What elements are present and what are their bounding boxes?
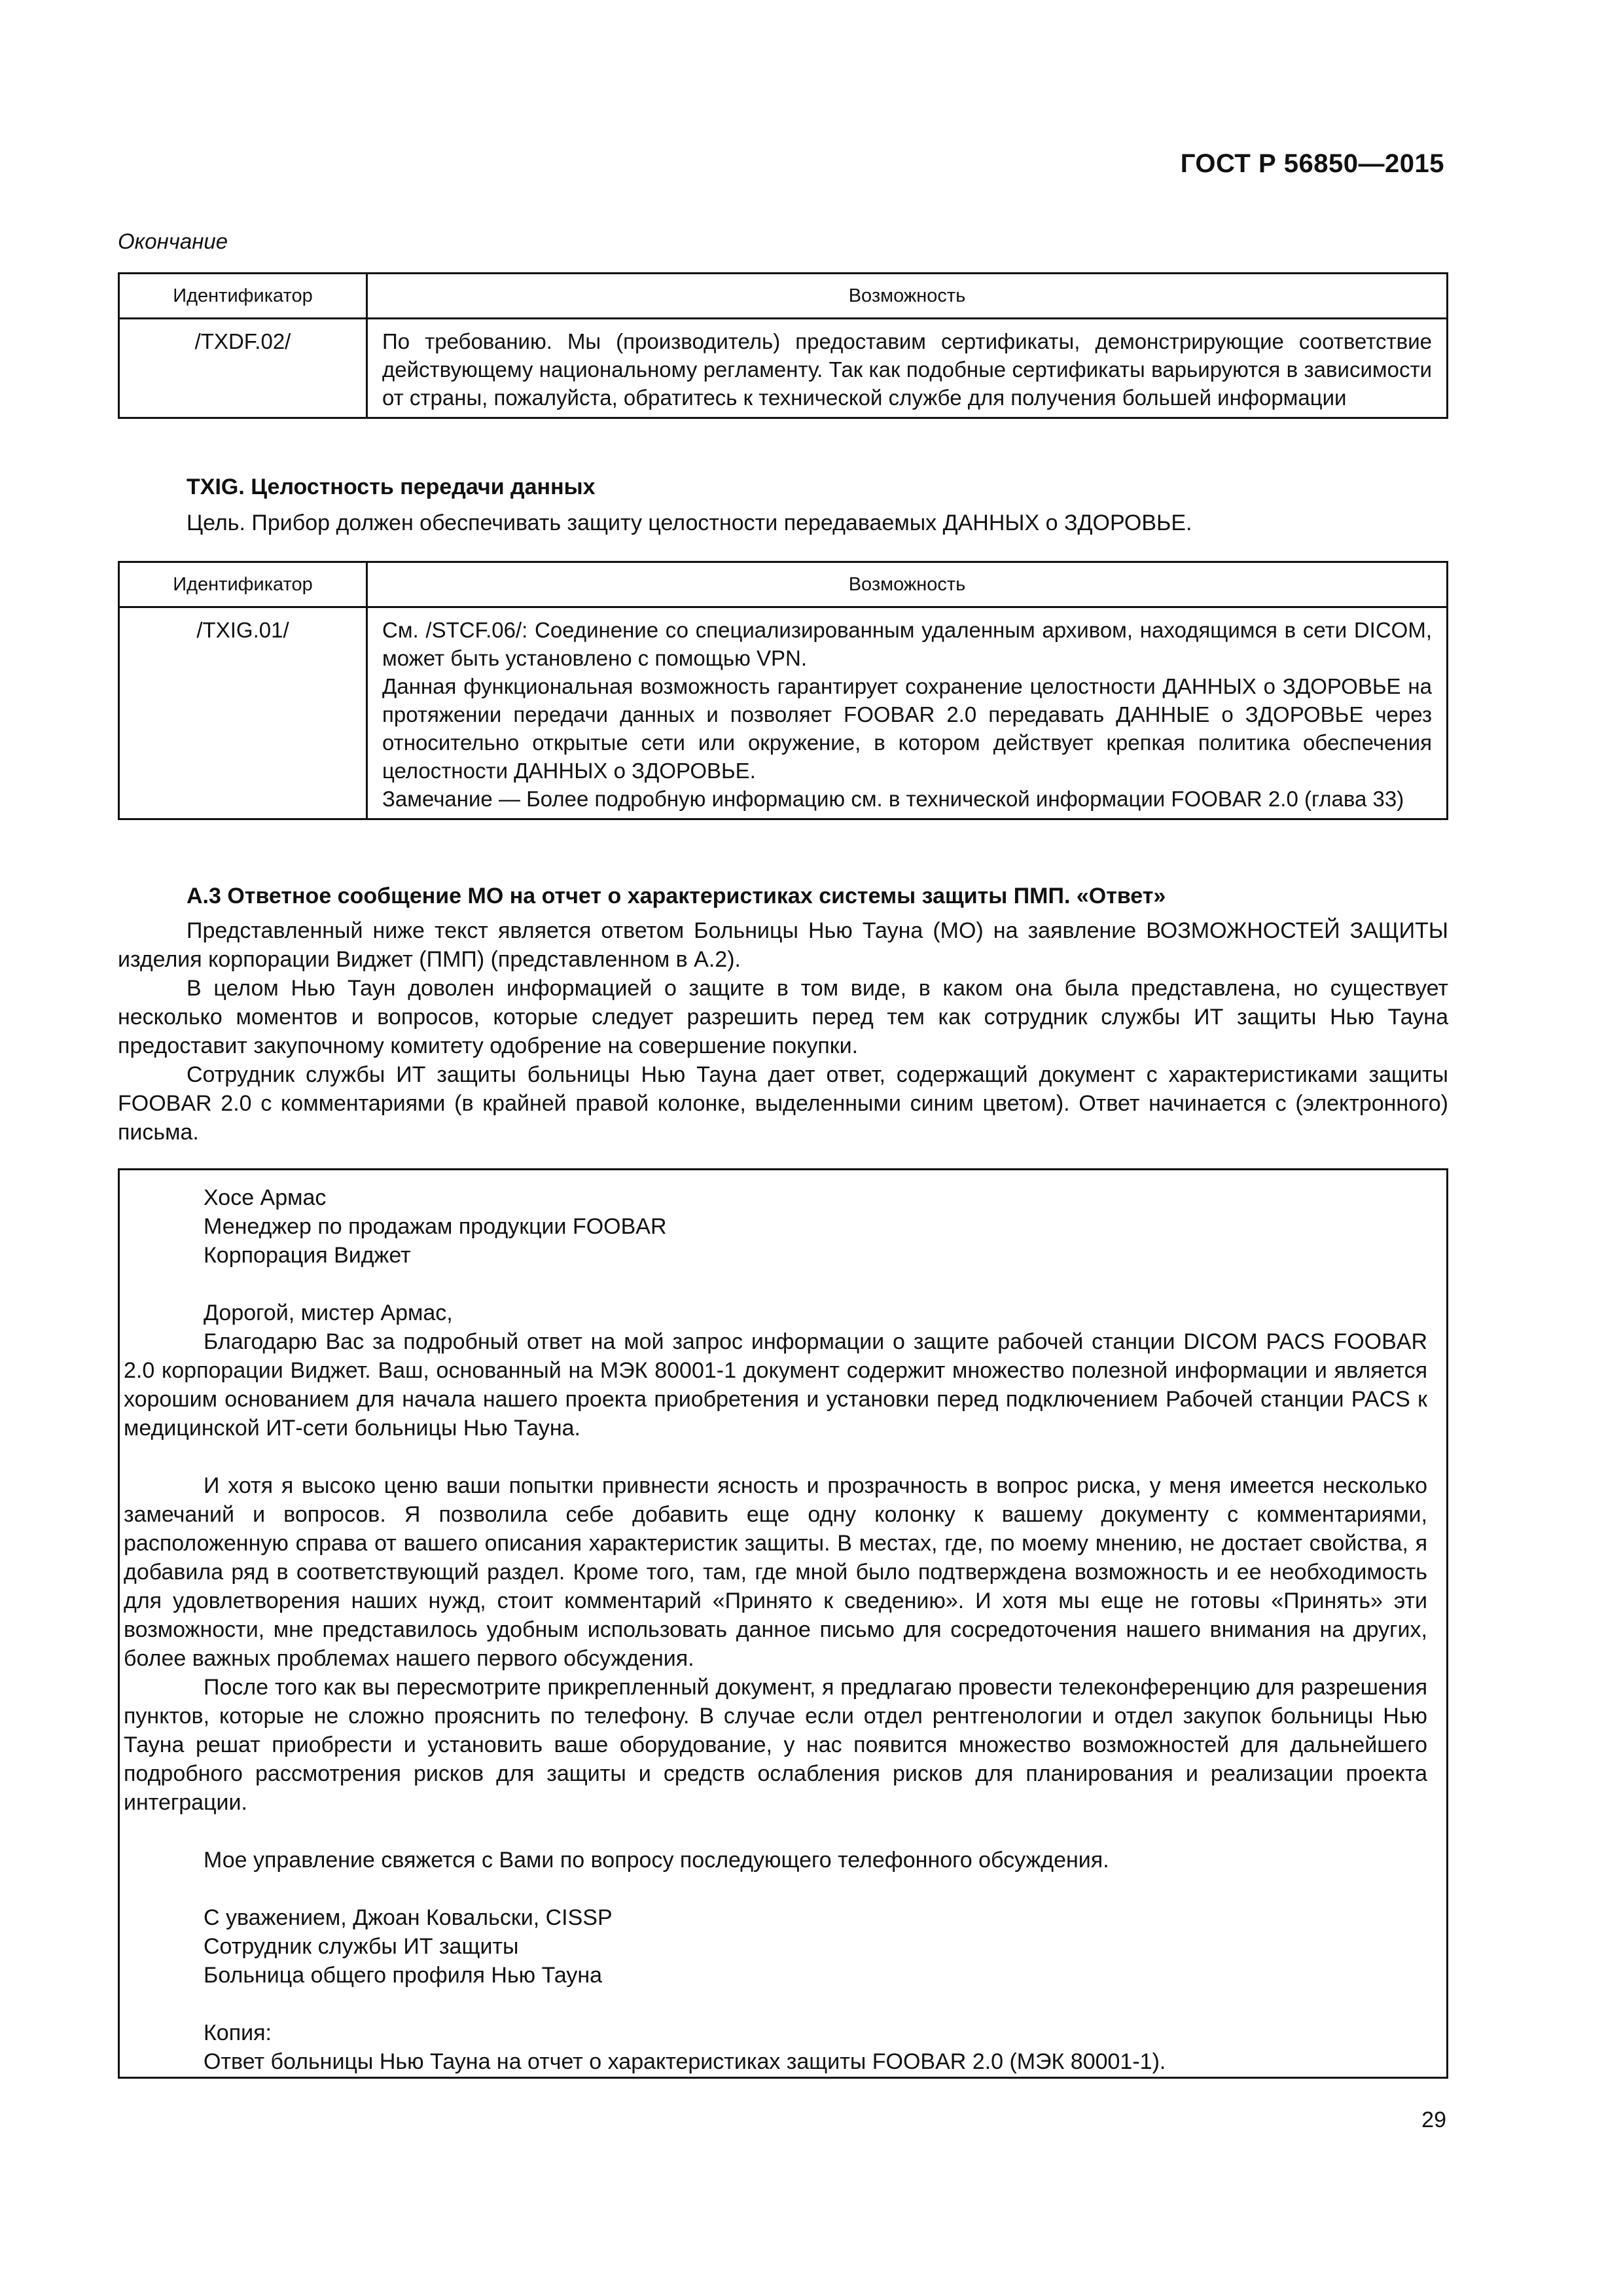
spacer xyxy=(120,1990,1427,2018)
letter-signature-position: Сотрудник службы ИТ защиты xyxy=(204,1934,519,1959)
letter-copy-label: Копия: xyxy=(204,2020,272,2045)
letter-signature-org: Больница общего профиля Нью Тауна xyxy=(204,1963,603,1988)
letter-box xyxy=(118,1168,1448,2079)
body-paragraph: Сотрудник службы ИТ защиты больницы Нью Тауна дает ответ, содержащий документ с характеристиками защиты FOOBAR 2.0 с комментариями (в крайней правой колонке, выделенными синим цветом). Ответ начинается с (электронного) письма. xyxy=(118,1062,1448,1145)
letter-signature-line: С уважением, Джоан Ковальски, CISSP xyxy=(204,1905,613,1930)
letter-copy-text: Ответ больницы Нью Тауна на отчет о характеристиках защиты FOOBAR 2.0 (МЭК 80001-1). xyxy=(204,2049,1166,2074)
spacer xyxy=(120,1443,1427,1471)
letter-greeting: Дорогой, мистер Армас, xyxy=(204,1300,453,1325)
table-header-row xyxy=(119,274,1448,319)
capability-paragraph: См. /STCF.06/: Соединение со специализированным удаленным архивом, находящимся в сети DICOM, может быть установлено с помощью VPN. xyxy=(382,618,1432,670)
row-capability-cell xyxy=(367,607,1448,819)
letter-content xyxy=(120,1183,1427,2076)
capability-table-txig xyxy=(118,561,1448,820)
spacer xyxy=(120,1874,1427,1903)
capability-note: Замечание — Более подробную информацию см. в технической информации FOOBAR 2.0 (глава 33) xyxy=(382,787,1404,811)
section-title-txig: TXIG. Целостность передачи данных xyxy=(187,475,596,499)
column-header-capability: Возможность xyxy=(367,274,1448,319)
body-paragraph: Представленный ниже текст является ответом Больницы Нью Тауна (МО) на заявление ВОЗМОЖНОСТЕЙ ЗАЩИТЫ изделия корпорации Виджет (ПМП) (представленном в А.2). xyxy=(118,918,1448,972)
column-header-capability: Возможность xyxy=(367,562,1448,607)
section-title-a3: А.3 Ответное сообщение МО на отчет о характеристиках системы защиты ПМП. «Ответ» xyxy=(187,884,1166,908)
spacer xyxy=(120,1817,1427,1846)
letter-paragraph: И хотя я высоко ценю ваши попытки привнести ясность и прозрачность в вопрос риска, у меня имеется несколько замечаний и вопросов. Я позволила себе добавить еще одну колонку к вашему документу с комментариями, расположенную справа от вашего описания характеристик защиты. В местах, где, по моему мнению, не достает свойства, я добавила ряд в соответствующий раздел. Кроме того, там, где мной было подтверждена возможность и ее необходимость для удовлетворения наших нужд, стоит комментарий «Принято к сведению». И хотя мы еще не готовы «Принять» эти возможности, мне представилось удобным использовать данное письмо для сосредоточения нашего внимания на других, более важных проблемах нашего первого обсуждения. xyxy=(124,1473,1427,1671)
row-capability-text: По требованию. Мы (производитель) предоставим сертификаты, демонстрирующие соответствие действующему национальному регламенту. Так как подобные сертификаты варьируются в зависимости от страны, пожалуйста, обратитесь к технической службе для получения большей информации xyxy=(367,319,1448,418)
letter-addressee-company: Корпорация Виджет xyxy=(204,1243,411,1268)
letter-addressee-name: Хосе Армас xyxy=(204,1185,327,1210)
table-row xyxy=(119,607,1448,819)
letter-paragraph: Благодарю Вас за подробный ответ на мой запрос информации о защите рабочей станции DICOM PACS FOOBAR 2.0 корпорации Виджет. Ваш, основанный на МЭК 80001-1 документ содержит множество полезной информации и является хорошим основанием для начала нашего проекта приобретения и установки перед подключением Рабочей станции PACS к медицинской ИТ-сети больницы Нью Тауна. xyxy=(124,1329,1427,1441)
table-header-row xyxy=(119,562,1448,607)
section-a3-body xyxy=(118,916,1448,1147)
table-row xyxy=(119,319,1448,418)
capability-table-txdf xyxy=(118,272,1448,419)
letter-addressee-position: Менеджер по продажам продукции FOOBAR xyxy=(204,1214,667,1239)
column-header-identifier: Идентификатор xyxy=(119,562,367,607)
standard-header: ГОСТ Р 56850—2015 xyxy=(1180,149,1444,178)
continuation-label: Окончание xyxy=(118,229,228,253)
spacer xyxy=(120,1270,1427,1299)
capability-paragraph: Данная функциональная возможность гарантирует сохранение целостности ДАННЫХ о ЗДОРОВЬЕ на протяжении передачи данных и позволяет FOOBAR 2.0 передавать ДАННЫЕ о ЗДОРОВЬЕ через относительно открытые сети или окружение, в котором действует крепкая политика обеспечения целостности ДАННЫХ о ЗДОРОВЬЕ. xyxy=(382,674,1432,783)
column-header-identifier: Идентификатор xyxy=(119,274,367,319)
body-paragraph: В целом Нью Таун доволен информацией о защите в том виде, в каком она была представлена, но существует несколько моментов и вопросов, которые следует разрешить перед тем как сотрудник службы ИТ защиты Нью Тауна предоставит закупочному комитету одобрение на совершение покупки. xyxy=(118,976,1448,1058)
row-identifier: /TXIG.01/ xyxy=(119,607,367,819)
letter-paragraph: Мое управление свяжется с Вами по вопросу последующего телефонного обсуждения. xyxy=(204,1848,1109,1873)
page-number: 29 xyxy=(1421,2108,1446,2132)
section-goal-txig: Цель. Прибор должен обеспечивать защиту целостности передаваемых ДАННЫХ о ЗДОРОВЬЕ. xyxy=(187,511,1192,535)
row-identifier: /TXDF.02/ xyxy=(119,319,367,418)
letter-paragraph: После того как вы пересмотрите прикрепленный документ, я предлагаю провести телеконференцию для разрешения пунктов, которые не сложно прояснить по телефону. В случае если отдел рентгенологии и отдел закупок больницы Нью Тауна решат приобрести и установить ваше оборудование, у нас появится множество возможностей для дальнейшего подробного рассмотрения рисков для защиты и средств ослабления рисков для планирования и реализации проекта интеграции. xyxy=(124,1675,1427,1815)
